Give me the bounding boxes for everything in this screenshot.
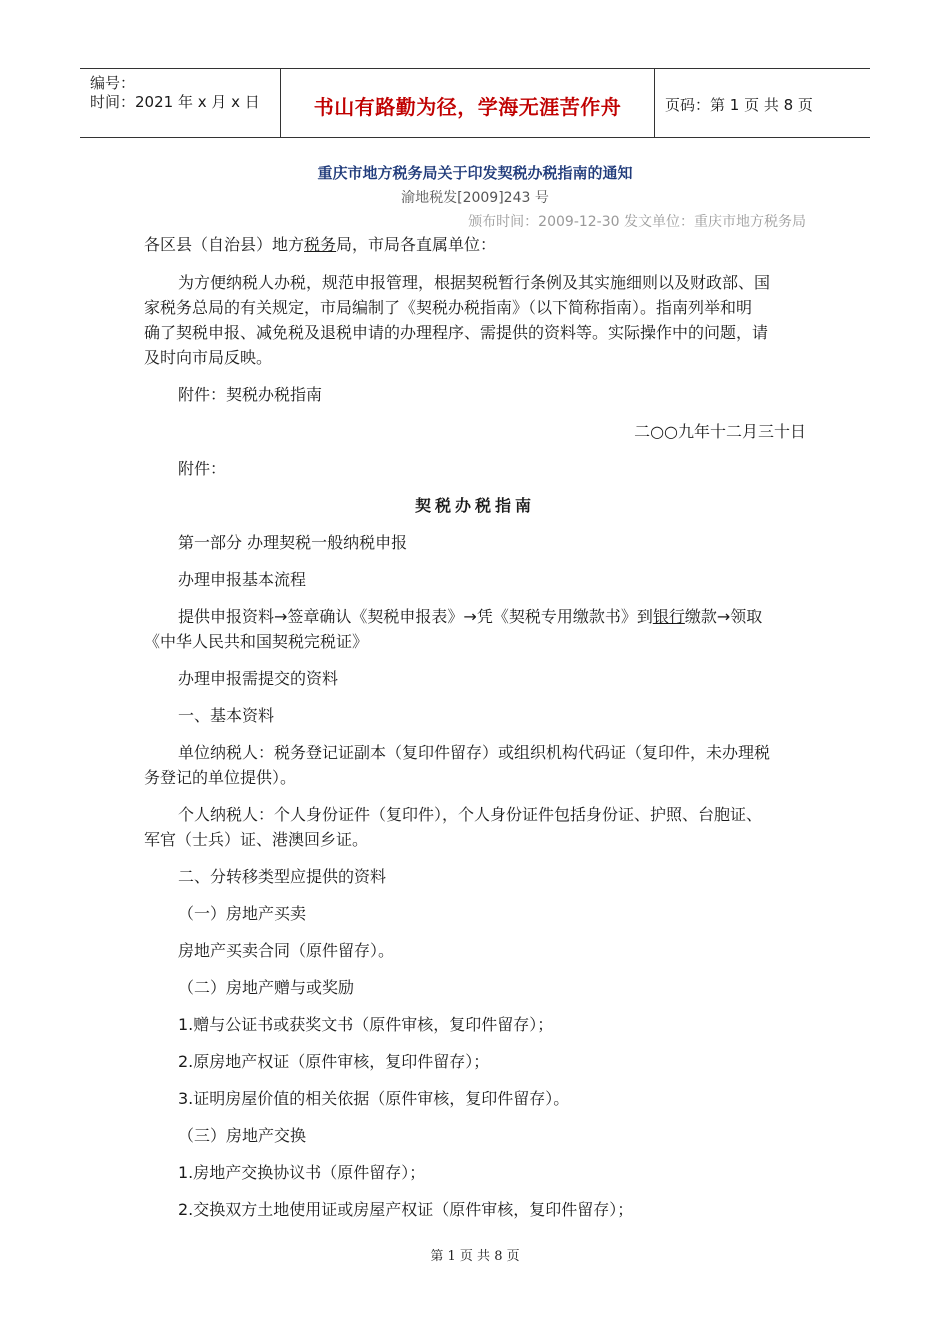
tax-link[interactable]: 税务 [304,235,337,254]
addressee-text-end: 局，市局各直属单位： [336,235,497,254]
page-footer: 第 1 页 共 8 页 [430,1249,520,1264]
header-info-cell [80,69,281,137]
issue-date: 二○○九年十二月三十日 [634,422,806,441]
header-page-label: 页码：第 1 页 共 8 页 [665,96,813,114]
gift-item-2: 2.原房地产权证（原件审核，复印件留存）； [178,1052,490,1071]
person-taxpayer-line-1: 个人纳税人：个人身份证件（复印件），个人身份证件包括身份证、护照、台胞证、 [178,805,763,824]
attachment-line: 附件：契税办税指南 [178,385,323,404]
part-one-heading: 第一部分 办理契税一般纳税申报 [178,533,408,552]
doc-meta: 颁布时间：2009-12-30 发文单位：重庆市地方税务局 [468,214,806,230]
motto-text: 书山有路勤为径，学海无涯苦作舟 [313,95,622,119]
unit-taxpayer-line-1: 单位纳税人：税务登记证副本（复印件留存）或组织机构代码证（复印件，未办理税 [178,743,771,762]
flow-line-2: 《中华人民共和国契税完税证》 [144,632,369,651]
person-taxpayer-line-2: 军官（士兵）证、港澳回乡证。 [144,830,369,849]
intro-line-4: 及时向市局反映。 [144,348,273,367]
flow-heading: 办理申报基本流程 [178,570,307,589]
sale-heading: （一）房地产买卖 [178,904,307,923]
header-page-cell [655,69,870,137]
doc-title: 重庆市地方税务局关于印发契税办税指南的通知 [317,164,633,182]
flow-text: 提供申报资料→签章确认《契税申报表》→凭《契税专用缴款书》到 [178,607,653,626]
swap-heading: （三）房地产交换 [178,1126,307,1145]
swap-item-2: 2.交换双方土地使用证或房屋产权证（原件审核，复印件留存）； [178,1200,634,1219]
intro-line-3: 确了契税申报、减免税及退税申请的办理程序、需提供的资料等。实际操作中的问题，请 [144,323,769,342]
doc-number: 渝地税发[2009]243 号 [401,190,549,206]
intro-line-2: 家税务总局的有关规定，市局编制了《契税办税指南》（以下简称指南）。指南列举和明 [144,298,753,317]
addressee [144,232,496,258]
basic-materials-heading: 一、基本资料 [178,706,275,725]
doc-time-label: 时间：2021 年 x 月 x 日 [90,93,260,111]
flow-text-end: 缴款→领取 [684,607,763,626]
unit-taxpayer-line-2: 务登记的单位提供）。 [144,768,297,787]
flow-line-1 [178,604,762,630]
transfer-types-heading: 二、分转移类型应提供的资料 [178,867,387,886]
gift-item-3: 3.证明房屋价值的相关依据（原件审核，复印件留存）。 [178,1089,570,1108]
sale-item: 房地产买卖合同（原件留存）。 [178,941,395,960]
swap-item-1: 1.房地产交换协议书（原件留存）； [178,1163,426,1182]
guide-title: 契税办税指南 [414,496,535,515]
materials-heading: 办理申报需提交的资料 [178,669,339,688]
header-table [80,68,870,138]
header-motto-cell [281,69,655,137]
bank-link[interactable]: 银行 [652,607,685,626]
doc-number-label: 编号： [90,74,136,92]
attachment-label: 附件： [178,459,227,478]
gift-heading: （二）房地产赠与或奖励 [178,978,355,997]
intro-line-1: 为方便纳税人办税，规范申报管理，根据契税暂行条例及其实施细则以及财政部、国 [178,273,771,292]
gift-item-1: 1.赠与公证书或获奖文书（原件审核，复印件留存）； [178,1015,554,1034]
addressee-text: 各区县（自治县）地方 [144,235,305,254]
